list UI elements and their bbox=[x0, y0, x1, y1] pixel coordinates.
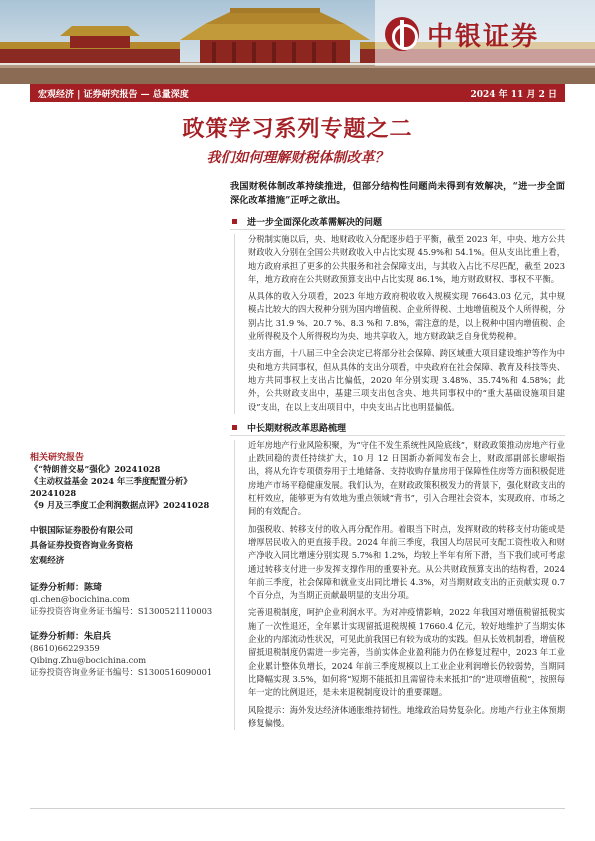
header-bar bbox=[30, 84, 565, 102]
page-subtitle: 我们如何理解财税体制改革？ bbox=[206, 150, 389, 166]
paragraph: 支出方面，十八届三中全会决定已将部分社会保障、跨区域重大项目建设维护等作为中央和地方共同事权，但从具体的支出分项看，中央政府在社会保障、教育及科技等央、地方共同事权上支出占比偏低，2020 年分别实现 3.48%、35.74%和 4.58%；此外，公共财政支出中，基建三项支出包含央、地共同事权中的“重大基础设施项目建设”支出，在以上支出项目中，中央支出占比也明显偏低。 bbox=[248, 348, 565, 412]
report-category: 宏观经济 | 证券研究报告 — 总量深度 bbox=[38, 89, 189, 100]
analyst-email[interactable]: Qibing.Zhu@bocichina.com bbox=[30, 655, 147, 665]
section-heading: 进一步全面深化改革需解决的问题 bbox=[230, 214, 565, 230]
square-bullet-icon bbox=[232, 219, 237, 224]
paragraph: 加强税收、转移支付的收入再分配作用。着眼当下时点，发挥财政的转移支付功能或是增厚居民收入的更直接手段。2024 年前三季度，我国人均居民可支配工资性收入和财产净收入同比增速分别实现 5.7%和 1.2%，均较上半年有所下滑，当下我们或可考虑通过转移支付进一步发挥支撑作用的重要补充。从公共财政预算支出的结构看，2024 年前三季度，社会保障和就业支出同比增长 4.3%，对当期财政支出的正贡献实现 0.7 个百分点，为当期正贡献最明显的支出分项。 bbox=[248, 523, 565, 601]
header-banner bbox=[0, 0, 595, 84]
analyst-email[interactable]: qi.chen@bocichina.com bbox=[30, 594, 130, 604]
square-bullet-icon bbox=[232, 425, 237, 430]
paragraph: 从具体的收入分项看，2023 年地方政府税收收入规模实现 76643.03 亿元，其中规模占比较大的四大税种分别为国内增值税、企业所得税、土地增值税及个人所得税，分别占比 31.9 %、20.7 %、8.3 %和 7.8%，需注意的是，以上税种中国内增值税、企业所得税及个人所得税均为央、地共享收入，地方财政缺乏自身优势税种。 bbox=[248, 291, 565, 342]
brand-name: 中银证券 bbox=[427, 21, 540, 52]
abstract: 我国财税体制改革持续推进，但部分结构性问题尚未得到有效解决，“进一步全面深化改革措施”正呼之欲出。 bbox=[230, 181, 565, 206]
page-title: 政策学习系列专题之二 bbox=[182, 116, 413, 142]
report-date: 2024 年 11 月 2 日 bbox=[470, 89, 557, 100]
paragraph: 分税制实施以后，央、地财政收入分配逐步趋于平衡，截至 2023 年，中央、地方公共财政收入分别在全国公共财政收入中占比实现 45.9%和 54.1%。但从支出比重上看，地方政府承担了更多的公共服务和社会保障支出，与其收入占比不尽匹配，截至 2023 年，地方政府在公共财政预算支出中占比实现 86.1%，地方财政财权、事权不平衡。 bbox=[248, 234, 565, 284]
analyst-phone: (8610)66229359 bbox=[30, 643, 100, 653]
related-report-link[interactable]: 《9 月及三季度工企利润数据点评》20241028 bbox=[30, 500, 210, 510]
org-name: 中银国际证券股份有限公司 bbox=[30, 526, 134, 536]
analyst-name: 证券分析师：陈琦 bbox=[30, 583, 103, 593]
sidebar bbox=[30, 180, 225, 800]
analyst-license: 证券投资咨询业务证书编号：S1300516090001 bbox=[30, 667, 213, 677]
boc-logo-icon bbox=[385, 17, 419, 51]
paragraph: 完善退税制度，呵护企业利润水平。为对冲疫情影响，2022 年我国对增值税留抵税实施了一次性退还，全年累计实现留抵退税规模 17660.4 亿元，较好地维护了当期实体企业的内部流动性状况，可见此前我国已有较为成功的实践。但从长效机制看，增值税留抵退税制度仍需进一步完善，当前实体企业盈利能力仍在修复过程中，2023 年工业企业累计整体负增长，2024 年前三季度规模以上工业企业利润增长仍较弱势，当期同比降幅实现 3.5%，如何将“短期不能抵扣且需留待未来抵扣”的“进项增值税”，按照每年一定的比例退还，是未来退税制度设计的重要课题。 bbox=[248, 607, 565, 698]
section-issues bbox=[230, 214, 565, 414]
paragraph: 近年房地产行业风险积聚，为“守住不发生系统性风险底线”，财政政策推动房地产行业止跌回稳的责任持续扩大，10 月 12 日国新办新闻发布会上，财政部副部长廖岷指出，将从允许专项债券用于土地储备、支持收购存量房用于保障性住房等方面积极促进房地产市场平稳健康发展。我们认为，在财政政策积极发力的背景下，强化财政支出的杠杆效应，能够更为有效地为重点领域“背书”，引入合理社会资本，实现政府、市场之间的有效配合。 bbox=[248, 439, 565, 517]
org-qualification: 具备证券投资咨询业务资格 bbox=[30, 541, 134, 551]
analyst-name: 证券分析师：朱启兵 bbox=[30, 632, 112, 642]
brand bbox=[385, 14, 585, 54]
related-reports-heading: 相关研究报告 bbox=[30, 453, 85, 463]
section-divider bbox=[234, 440, 235, 730]
org-field: 宏观经济 bbox=[30, 556, 65, 566]
related-report-link[interactable]: 《主动权益基金 2024 年三季度配置分析》20241028 bbox=[30, 476, 192, 498]
analyst-license: 证券投资咨询业务证书编号：S1300521110003 bbox=[30, 606, 213, 616]
footer-divider bbox=[30, 808, 565, 809]
related-report-link[interactable]: 《“特朗普交易”强化》20241028 bbox=[30, 464, 161, 474]
section-divider bbox=[234, 234, 235, 414]
main-content bbox=[230, 180, 565, 734]
section-heading: 中长期财税改革思路梳理 bbox=[230, 420, 565, 436]
section-reform-ideas bbox=[230, 420, 565, 730]
risk-warning: 风险提示：海外发达经济体通胀维持韧性。地缘政治局势复杂化。房地产行业主体预期修复偏慢。 bbox=[248, 704, 565, 728]
